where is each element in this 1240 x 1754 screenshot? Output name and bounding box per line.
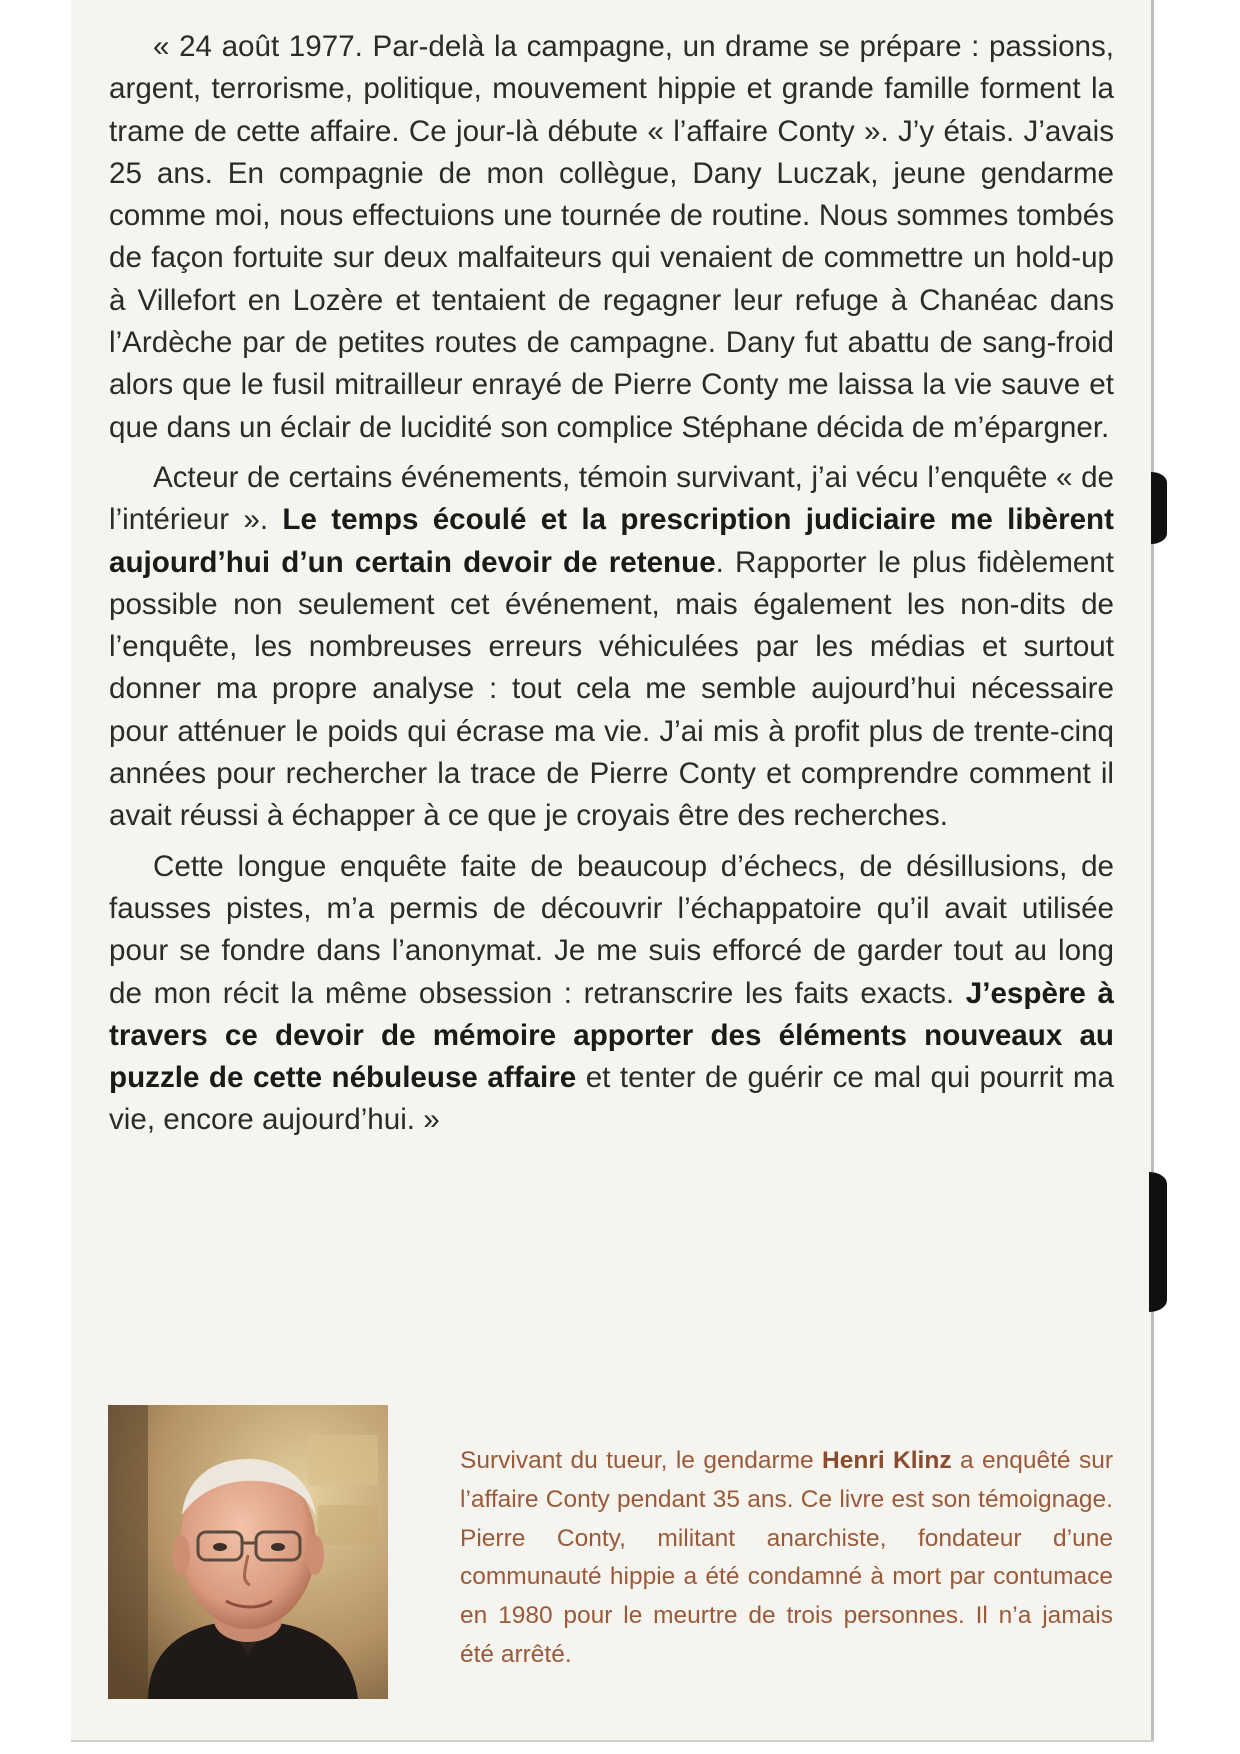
paragraph-2-emphasis: Le temps écoulé et la prescription judiciaire me libèrent aujourd’hui d’un certain devoir de retenue [109, 503, 1114, 579]
paragraph-2 [109, 457, 1114, 838]
binder-tab-bottom [1149, 1172, 1167, 1312]
author-portrait-image [108, 1405, 388, 1699]
author-portrait [108, 1405, 388, 1699]
paragraph-3-text-a: Cette longue enquête faite de beaucoup d’échecs, de désillusions, de fausses pistes, m’a permis de découvrir l’échappatoire qu’il avait utilisée pour se fondre dans l’anonymat. Je me suis efforcé de garder tout au long de mon récit la même obsession : retranscrire les faits exacts. [109, 849, 1114, 1010]
paragraph-1-text: « 24 août 1977. Par-delà la campagne, un drame se prépare : passions, argent, terrorisme, politique, mouvement hippie et grande famille forment la trame de cette affaire. Ce jour-là débute « l’affaire Conty ». J’y étais. J’avais 25 ans. En compagnie de mon collègue, Dany Luczak, jeune gendarme comme moi, nous effectuions une tournée de routine. Nous sommes tombés de façon fortuite sur deux malfaiteurs qui venaient de commettre un hold-up à Villefort en Lozère et tentaient de regagner leur refuge à Chanéac dans l’Ardèche par de petites routes de campagne. Dany fut abattu de sang-froid alors que le fusil mitrailleur enrayé de Pierre Conty me laissa la vie sauve et que dans un éclair de lucidité son complice Stéphane décida de m’épargner. [109, 30, 1114, 444]
paragraph-2-text-a: Acteur de certains événements, témoin survivant, j’ai vécu l’enquête « de l’intérieur ». [109, 460, 1114, 537]
caption-text-a: Survivant du tueur, le gendarme [460, 1447, 823, 1474]
cover-bottom-edge [71, 1740, 1154, 1742]
paragraph-3-emphasis: J’espère à travers ce devoir de mémoire apporter des éléments nouveaux au puzzle de cette nébuleuse affaire [109, 976, 1114, 1095]
paragraph-3-text-b: et tenter de guérir ce mal qui pourrit ma vie, encore aujourd’hui. » [109, 1061, 1115, 1137]
binder-tab-top [1151, 472, 1167, 544]
paragraph-2-text-b: . Rapporter le plus fidèlement possible non seulement cet événement, mais également les non-dits de l’enquête, les nombreuses erreurs véhiculées par les médias et surtout donner ma propre analyse : tout cela me semble aujourd’hui nécessaire pour atténuer le poids qui écrase ma vie. J’ai mis à profit plus de trente-cinq années pour rechercher la trace de Pierre Conty et comprendre comment il avait réussi à échapper à ce que je croyais être des recherches. [109, 545, 1114, 833]
blurb-text [109, 26, 1114, 1142]
cover-edge [1151, 0, 1154, 1740]
author-name: Henri Klinz [822, 1447, 952, 1474]
author-caption [460, 1442, 1113, 1675]
caption-text-b: a enquêté sur l’affaire Conty pendant 35 ans. Ce livre est son témoignage. Pierre Conty, militant anarchiste, fondateur d’une communauté hippie a été condamné à mort par contumace en 1980 pour le meurtre de trois personnes. Il n’a jamais été arrêté. [460, 1447, 1113, 1668]
paragraph-3 [109, 846, 1114, 1142]
paragraph-1 [109, 26, 1114, 449]
